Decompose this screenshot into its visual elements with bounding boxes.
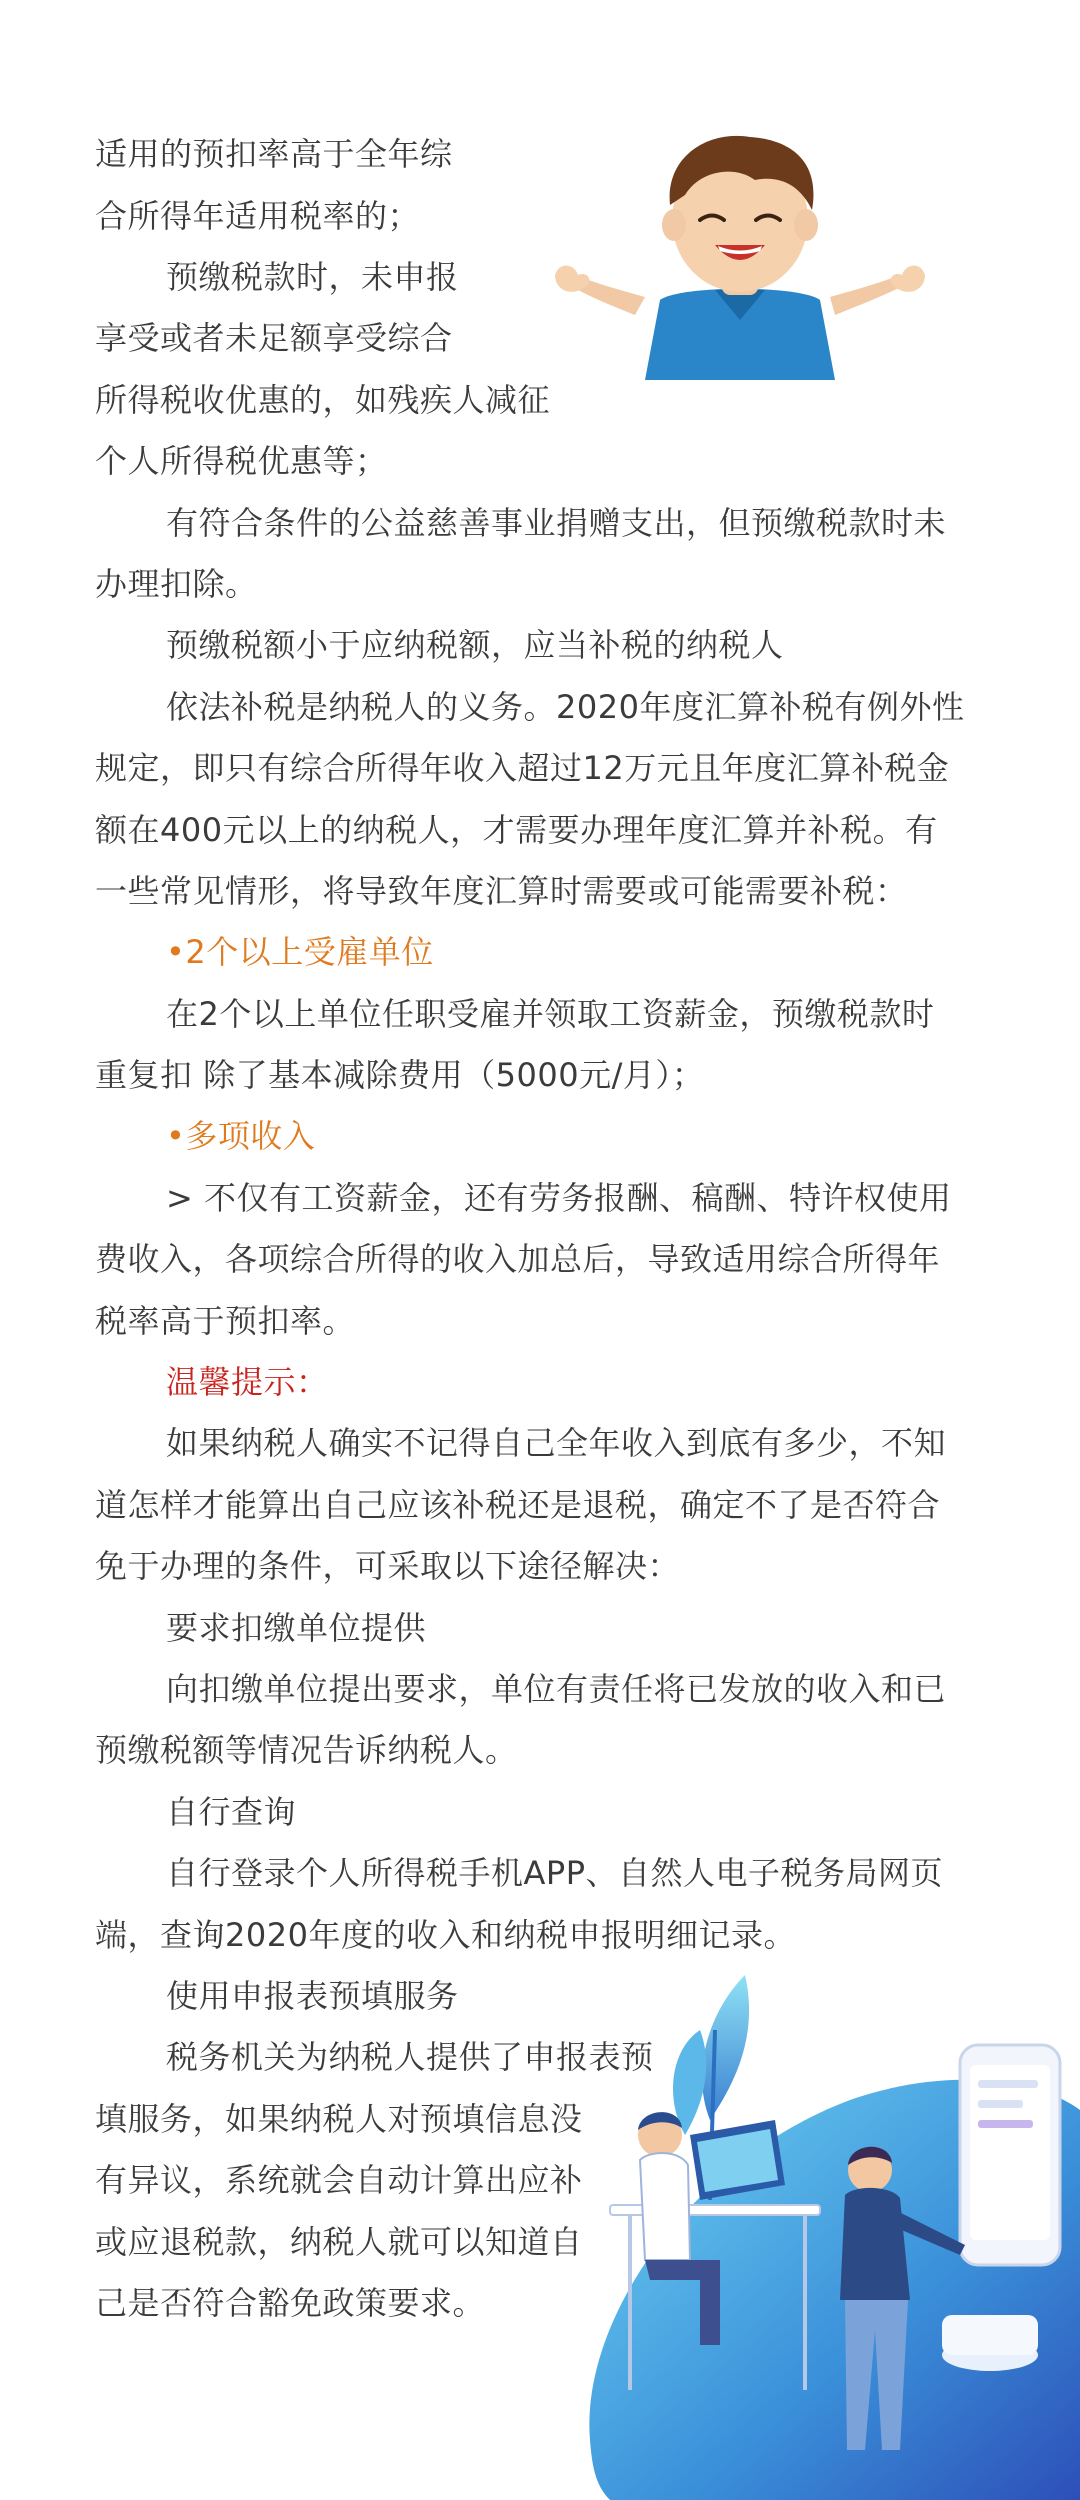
left-hand bbox=[555, 266, 589, 292]
phone-screen bbox=[970, 2065, 1050, 2240]
text-line-22: 如果纳税人确实不记得自己全年收入到底有多少，不知 bbox=[166, 1424, 947, 1462]
text-line-6: 个人所得税优惠等； bbox=[95, 442, 388, 480]
plant-leaf bbox=[702, 1975, 749, 2120]
left-ear bbox=[662, 209, 686, 241]
phone-screen-bar-1 bbox=[978, 2080, 1038, 2088]
office-workers-illustration bbox=[570, 1970, 1080, 2500]
text-line-11: 规定，即只有综合所得年收入超过12万元且年度汇算补税金 bbox=[95, 749, 950, 787]
standing-man-body bbox=[840, 2188, 910, 2300]
text-line-18: > 不仅有工资薪金，还有劳务报酬、稿酬、特许权使用 bbox=[166, 1179, 952, 1217]
text-line-5: 所得税收优惠的，如残疾人减征 bbox=[95, 381, 551, 419]
text-line-13: 一些常见情形，将导致年度汇算时需要或可能需要补税： bbox=[95, 872, 908, 910]
heading-self-query: 自行查询 bbox=[166, 1793, 297, 1831]
text-line-9: 预缴税额小于应纳税额，应当补税的纳税人 bbox=[166, 626, 784, 664]
text-line-34: 有异议，系统就会自动计算出应补 bbox=[95, 2161, 583, 2199]
text-line-1: 适用的预扣率高于全年综 bbox=[95, 135, 453, 173]
text-line-15: 在2个以上单位任职受雇并领取工资薪金，预缴税款时 bbox=[166, 995, 935, 1033]
text-line-20: 税率高于预扣率。 bbox=[95, 1302, 356, 1340]
text-line-26: 向扣缴单位提出要求，单位有责任将已发放的收入和已 bbox=[166, 1670, 947, 1708]
text-line-10: 依法补税是纳税人的义务。2020年度汇算补税有例外性 bbox=[166, 688, 965, 726]
text-line-30: 端，查询2020年度的收入和纳税申报明细记录。 bbox=[95, 1916, 796, 1954]
phone-screen-bar-2 bbox=[978, 2100, 1023, 2108]
heading-multiple-employers: •2个以上受雇单位 bbox=[166, 933, 434, 971]
text-line-2: 合所得年适用税率的； bbox=[95, 197, 421, 235]
text-line-32: 税务机关为纳税人提供了申报表预 bbox=[166, 2038, 654, 2076]
text-line-19: 费收入，各项综合所得的收入加总后，导致适用综合所得年 bbox=[95, 1240, 941, 1278]
cartoon-man-illustration bbox=[550, 125, 930, 380]
text-line-8: 办理扣除。 bbox=[95, 565, 258, 603]
text-line-36: 己是否符合豁免政策要求。 bbox=[95, 2284, 486, 2322]
heading-multiple-incomes: •多项收入 bbox=[166, 1117, 316, 1155]
text-line-27: 预缴税额等情况告诉纳税人。 bbox=[95, 1731, 518, 1769]
text-line-16: 重复扣 除了基本减除费用（5000元/月）； bbox=[95, 1056, 705, 1094]
text-line-29: 自行登录个人所得税手机APP、自然人电子税务局网页 bbox=[166, 1854, 943, 1892]
seated-man-body bbox=[640, 2153, 690, 2260]
text-line-35: 或应退税款，纳税人就可以知道自 bbox=[95, 2223, 583, 2261]
text-line-7: 有符合条件的公益慈善事业捐赠支出，但预缴税款时未 bbox=[166, 504, 947, 542]
right-hand bbox=[891, 266, 925, 292]
text-line-12: 额在400元以上的纳税人，才需要办理年度汇算并补税。有 bbox=[95, 811, 938, 849]
text-line-33: 填服务，如果纳税人对预填信息没 bbox=[95, 2100, 583, 2138]
text-line-23: 道怎样才能算出自己应该补税还是退税，确定不了是否符合 bbox=[95, 1486, 941, 1524]
cushion-box bbox=[942, 2315, 1038, 2355]
heading-prefill-service: 使用申报表预填服务 bbox=[166, 1977, 459, 2015]
right-ear bbox=[794, 209, 818, 241]
heading-warm-tip: 温馨提示： bbox=[166, 1363, 329, 1401]
phone-screen-bar-3 bbox=[978, 2120, 1033, 2128]
text-line-3: 预缴税款时，未申报 bbox=[166, 258, 459, 296]
text-line-24: 免于办理的条件，可采取以下途径解决： bbox=[95, 1547, 681, 1585]
text-line-4: 享受或者未足额享受综合 bbox=[95, 319, 453, 357]
heading-request-employer: 要求扣缴单位提供 bbox=[166, 1609, 427, 1647]
